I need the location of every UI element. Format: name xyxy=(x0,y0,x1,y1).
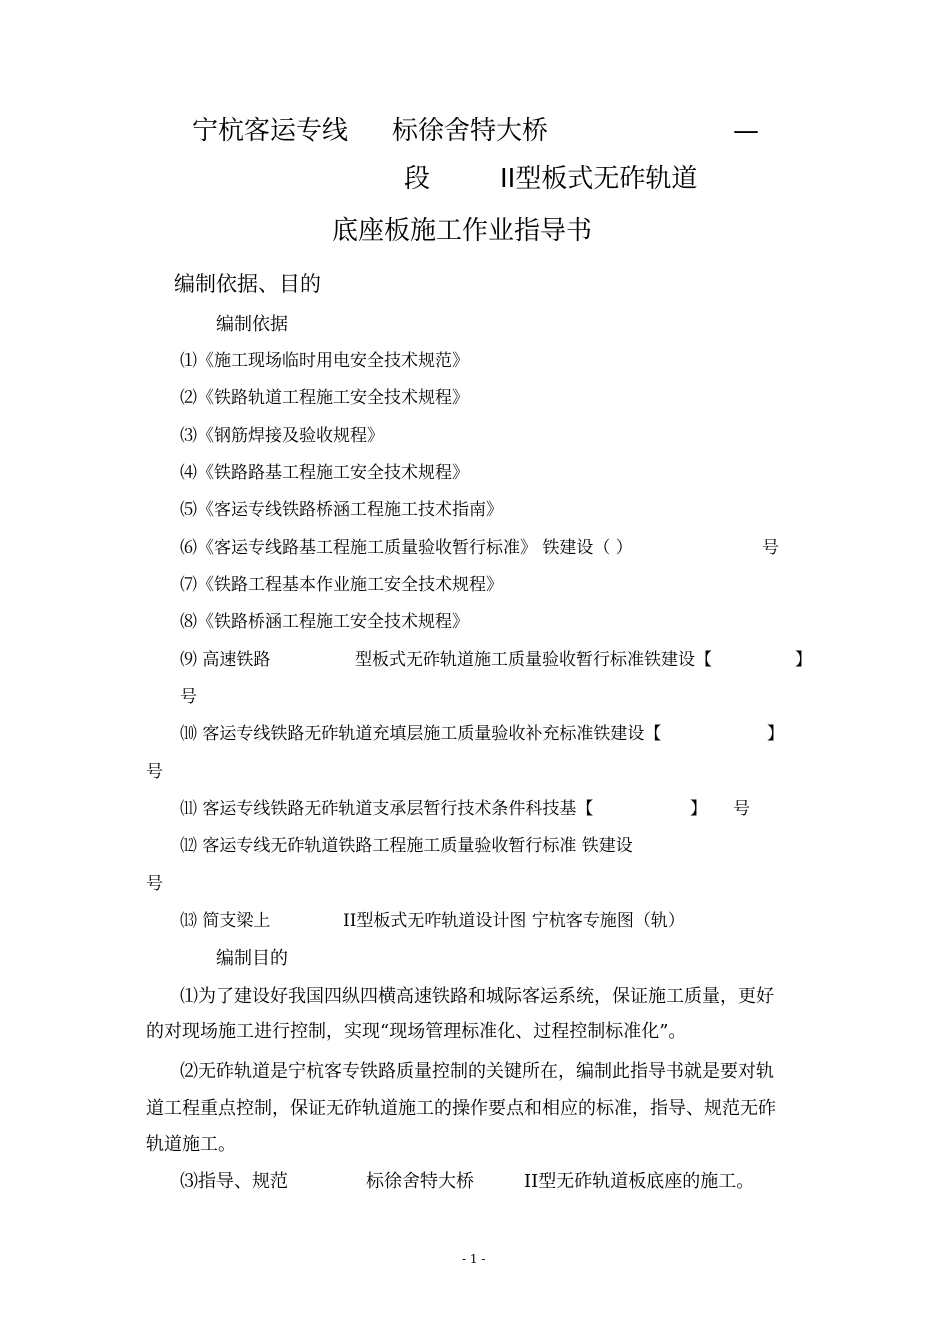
purpose-paragraph-line: 道工程重点控制，保证无砟轨道施工的操作要点和相应的标准，指导、规范无砟 xyxy=(146,1098,776,1119)
purpose-paragraph-line: ⑴为了建设好我国四纵四横高速铁路和城际客运系统，保证施工质量，更好 xyxy=(180,986,774,1007)
reference-item: ⑾ 客运专线铁路无砟轨道支承层暂行技术条件科技基【 xyxy=(180,799,594,819)
reference-item-suffix: 号 xyxy=(146,874,163,894)
purpose-paragraph-line: 的对现场施工进行控制，实现“现场管理标准化、过程控制标准化”。 xyxy=(146,1021,687,1042)
reference-item-bracket: 】 xyxy=(767,724,784,744)
reference-item: ⑴《施工现场临时用电安全技术规范》 xyxy=(180,351,469,371)
reference-item: ⑵《铁路轨道工程施工安全技术规程》 xyxy=(180,388,469,408)
purpose-paragraph-line: 轨道施工。 xyxy=(146,1134,236,1155)
title-line2-b: II型板式无砟轨道 xyxy=(500,164,698,194)
reference-item-suffix: 号 xyxy=(733,799,750,819)
reference-item-cont: 型板式无砟轨道施工质量验收暂行标准铁建设【 xyxy=(355,650,712,670)
reference-item: ⑸《客运专线铁路桥涵工程施工技术指南》 xyxy=(180,500,503,520)
title-line2-a: 段 xyxy=(404,164,431,194)
reference-item: ⑹《客运专线路基工程施工质量验收暂行标准》 铁建设（ ） xyxy=(180,538,633,558)
reference-item: ⒀ 简支梁上 xyxy=(180,911,271,931)
title-line1-a: 宁杭客运专线 xyxy=(192,116,349,146)
purpose-paragraph-line: 标徐舍特大桥 xyxy=(366,1171,474,1192)
purpose-paragraph-line: ⑵无砟轨道是宁杭客专铁路质量控制的关键所在，编制此指导书就是要对轨 xyxy=(180,1061,774,1082)
reference-item: ⑽ 客运专线铁路无砟轨道充填层施工质量验收补充标准铁建设【 xyxy=(180,724,662,744)
title-line1-b: 标徐舍特大桥 xyxy=(392,116,549,146)
title-line1-dash: — xyxy=(733,116,759,146)
reference-item: ⑷《铁路路基工程施工安全技术规程》 xyxy=(180,463,469,483)
purpose-paragraph-line: II型无砟轨道板底座的施工。 xyxy=(524,1171,755,1192)
purpose-paragraph-line: ⑶指导、规范 xyxy=(180,1171,288,1192)
reference-item-suffix: 号 xyxy=(146,762,163,782)
page-number: - 1 - xyxy=(462,1252,486,1266)
title-line3: 底座板施工作业指导书 xyxy=(332,216,593,246)
purpose-heading: 编制目的 xyxy=(216,948,288,969)
reference-item-cont: II型板式无咋轨道设计图 宁杭客专施图（轨） xyxy=(343,911,685,931)
reference-item: ⑺《铁路工程基本作业施工安全技术规程》 xyxy=(180,575,503,595)
reference-item: ⑿ 客运专线无砟轨道铁路工程施工质量验收暂行标准 铁建设 xyxy=(180,836,633,856)
reference-item-suffix: 号 xyxy=(180,687,197,707)
reference-item: ⑶《钢筋焊接及验收规程》 xyxy=(180,426,384,446)
section-heading: 编制依据、目的 xyxy=(174,272,321,296)
basis-heading: 编制依据 xyxy=(216,314,288,335)
reference-item-bracket: 】 xyxy=(690,799,707,819)
reference-item-bracket: 】 xyxy=(795,650,812,670)
reference-item: ⑻《铁路桥涵工程施工安全技术规程》 xyxy=(180,612,469,632)
reference-item-suffix: 号 xyxy=(762,538,779,558)
reference-item: ⑼ 高速铁路 xyxy=(180,650,271,670)
